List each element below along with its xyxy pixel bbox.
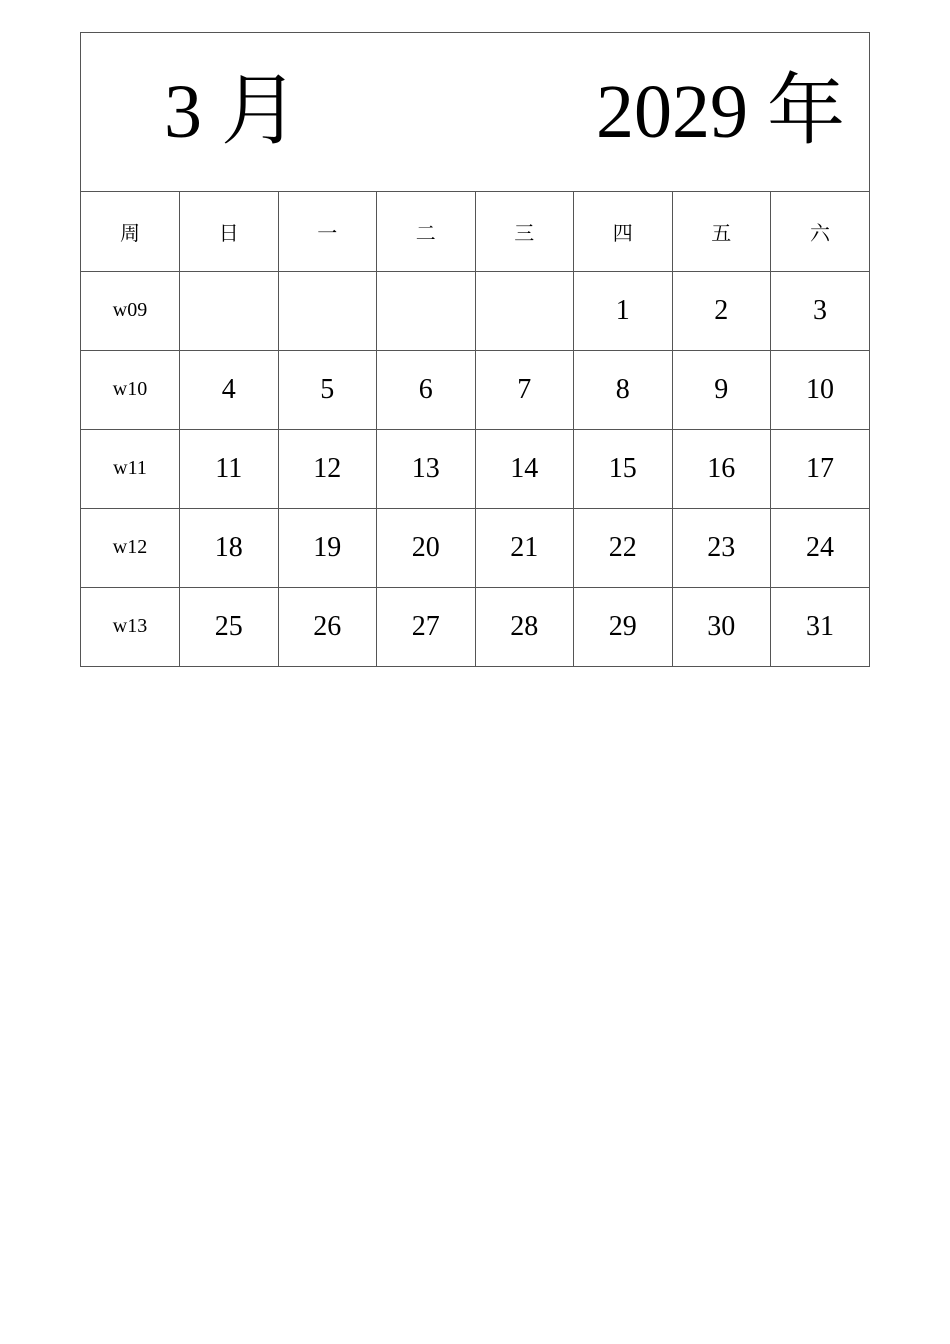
month-char: 月 <box>221 66 300 156</box>
year-char: 年 <box>766 66 845 156</box>
weekday-friday: 五 <box>672 192 771 271</box>
day-cell: 4 <box>180 350 279 429</box>
day-cell: 7 <box>475 350 574 429</box>
day-cell <box>278 271 377 350</box>
day-cell <box>180 271 279 350</box>
day-cell: 13 <box>377 429 476 508</box>
day-cell: 24 <box>771 508 870 587</box>
day-cell <box>475 271 574 350</box>
weekday-header-row <box>81 192 869 271</box>
month-number: 3 <box>164 70 202 154</box>
weekday-monday: 一 <box>278 192 377 271</box>
day-cell: 30 <box>672 587 771 666</box>
week-column-header: 周 <box>81 192 180 271</box>
day-cell <box>377 271 476 350</box>
week-row <box>81 271 869 350</box>
day-cell: 27 <box>377 587 476 666</box>
weekday-wednesday: 三 <box>475 192 574 271</box>
day-cell: 9 <box>672 350 771 429</box>
week-row <box>81 429 869 508</box>
day-cell: 14 <box>475 429 574 508</box>
weekday-thursday: 四 <box>574 192 673 271</box>
day-cell: 23 <box>672 508 771 587</box>
week-number: w12 <box>81 508 180 587</box>
calendar-grid <box>81 192 869 666</box>
day-cell: 29 <box>574 587 673 666</box>
day-cell: 3 <box>771 271 870 350</box>
week-row <box>81 587 869 666</box>
day-cell: 26 <box>278 587 377 666</box>
day-cell: 2 <box>672 271 771 350</box>
day-cell: 22 <box>574 508 673 587</box>
day-cell: 12 <box>278 429 377 508</box>
year-number: 2029 <box>595 70 748 154</box>
day-cell: 25 <box>180 587 279 666</box>
day-cell: 21 <box>475 508 574 587</box>
weekday-tuesday: 二 <box>377 192 476 271</box>
day-cell: 1 <box>574 271 673 350</box>
day-cell: 19 <box>278 508 377 587</box>
month-title <box>164 61 299 162</box>
weekday-sunday: 日 <box>180 192 279 271</box>
calendar-header <box>81 33 869 192</box>
week-number: w09 <box>81 271 180 350</box>
weekday-saturday: 六 <box>771 192 870 271</box>
year-title <box>596 61 845 162</box>
day-cell: 28 <box>475 587 574 666</box>
day-cell: 20 <box>377 508 476 587</box>
day-cell: 17 <box>771 429 870 508</box>
day-cell: 10 <box>771 350 870 429</box>
week-row <box>81 508 869 587</box>
day-cell: 8 <box>574 350 673 429</box>
day-cell: 6 <box>377 350 476 429</box>
day-cell: 11 <box>180 429 279 508</box>
week-number: w11 <box>81 429 180 508</box>
calendar <box>80 32 870 667</box>
week-row <box>81 350 869 429</box>
day-cell: 16 <box>672 429 771 508</box>
week-number: w13 <box>81 587 180 666</box>
day-cell: 15 <box>574 429 673 508</box>
day-cell: 18 <box>180 508 279 587</box>
day-cell: 31 <box>806 610 834 642</box>
week-number: w10 <box>81 350 180 429</box>
day-cell: 5 <box>278 350 377 429</box>
